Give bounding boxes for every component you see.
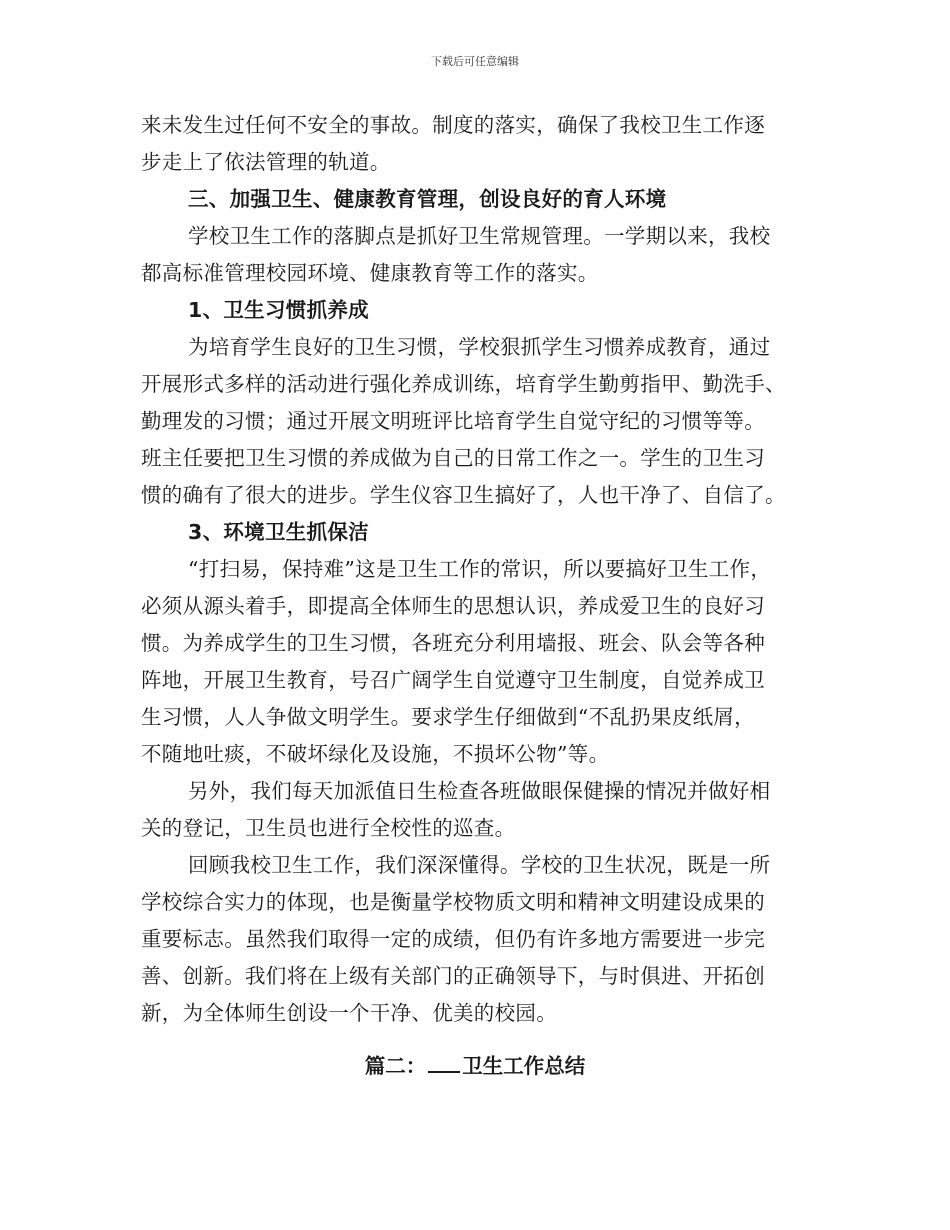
paragraph-line: 都高标准管理校园环境、健康教育等工作的落实。 — [141, 261, 599, 285]
paragraph-line: 为培育学生良好的卫生习惯，学校狠抓学生习惯养成教育，通过 — [188, 335, 771, 359]
paragraph-line: 惯。为养成学生的卫生习惯，各班充分利用墙报、班会、队会等各种 — [141, 631, 765, 655]
section-title-suffix: 卫生工作总结 — [462, 1054, 586, 1078]
section-heading: 三、加强卫生、健康教育管理，创设良好的育人环境 — [188, 187, 667, 211]
paragraph-line: 回顾我校卫生工作，我们深深懂得。学校的卫生状况，既是一所 — [188, 853, 771, 877]
paragraph-line: 开展形式多样的活动进行强化养成训练，培育学生勤剪指甲、勤洗手、 — [141, 372, 786, 396]
paragraph-line: 惯的确有了很大的进步。学生仪容卫生搞好了，人也干净了、自信了。 — [141, 483, 786, 507]
paragraph-line: 步走上了依法管理的轨道。 — [141, 150, 391, 174]
paragraph-line: 生习惯，人人争做文明学生。要求学生仔细做到“不乱扔果皮纸屑， — [141, 705, 755, 729]
section-title — [0, 1048, 950, 1085]
paragraph-line: 来未发生过任何不安全的事故。制度的落实，确保了我校卫生工作逐 — [141, 113, 765, 137]
paragraph-line: “打扫易，保持难”这是卫生工作的常识，所以要搞好卫生工作， — [188, 557, 772, 581]
paragraph-line: 重要标志。虽然我们取得一定的成绩，但仍有许多地方需要进一步完 — [141, 927, 765, 951]
subsection-heading: 1、卫生习惯抓养成 — [188, 298, 369, 322]
paragraph-line: 勤理发的习惯；通过开展文明班评比培育学生自觉守纪的习惯等等。 — [141, 409, 765, 433]
paragraph-line: 善、创新。我们将在上级有关部门的正确领导下，与时俱进、开拓创 — [141, 964, 765, 988]
paragraph-line: 学校综合实力的体现，也是衡量学校物质文明和精神文明建设成果的 — [141, 890, 765, 914]
page-header: 下载后可任意编辑 — [431, 55, 519, 68]
paragraph-line: 学校卫生工作的落脚点是抓好卫生常规管理。一学期以来，我校 — [188, 224, 771, 248]
subsection-heading: 3、环境卫生抓保洁 — [188, 520, 369, 544]
paragraph-line: 不随地吐痰，不破坏绿化及设施，不损坏公物”等。 — [141, 742, 610, 766]
section-title-prefix: 篇二： — [364, 1054, 427, 1078]
paragraph-line: 关的登记，卫生员也进行全校性的巡查。 — [141, 816, 516, 840]
paragraph-line: 新，为全体师生创设一个干净、优美的校园。 — [141, 1001, 557, 1025]
blank-underline — [428, 1051, 460, 1073]
paragraph-line: 班主任要把卫生习惯的养成做为自己的日常工作之一。学生的卫生习 — [141, 446, 765, 470]
paragraph-line: 另外，我们每天加派值日生检查各班做眼保健操的情况并做好相 — [188, 779, 771, 803]
document-body — [141, 107, 811, 1032]
paragraph-line: 阵地，开展卫生教育，号召广阔学生自觉遵守卫生制度，自觉养成卫 — [141, 668, 765, 692]
paragraph-line: 必须从源头着手，即提高全体师生的思想认识，养成爱卫生的良好习 — [141, 594, 765, 618]
